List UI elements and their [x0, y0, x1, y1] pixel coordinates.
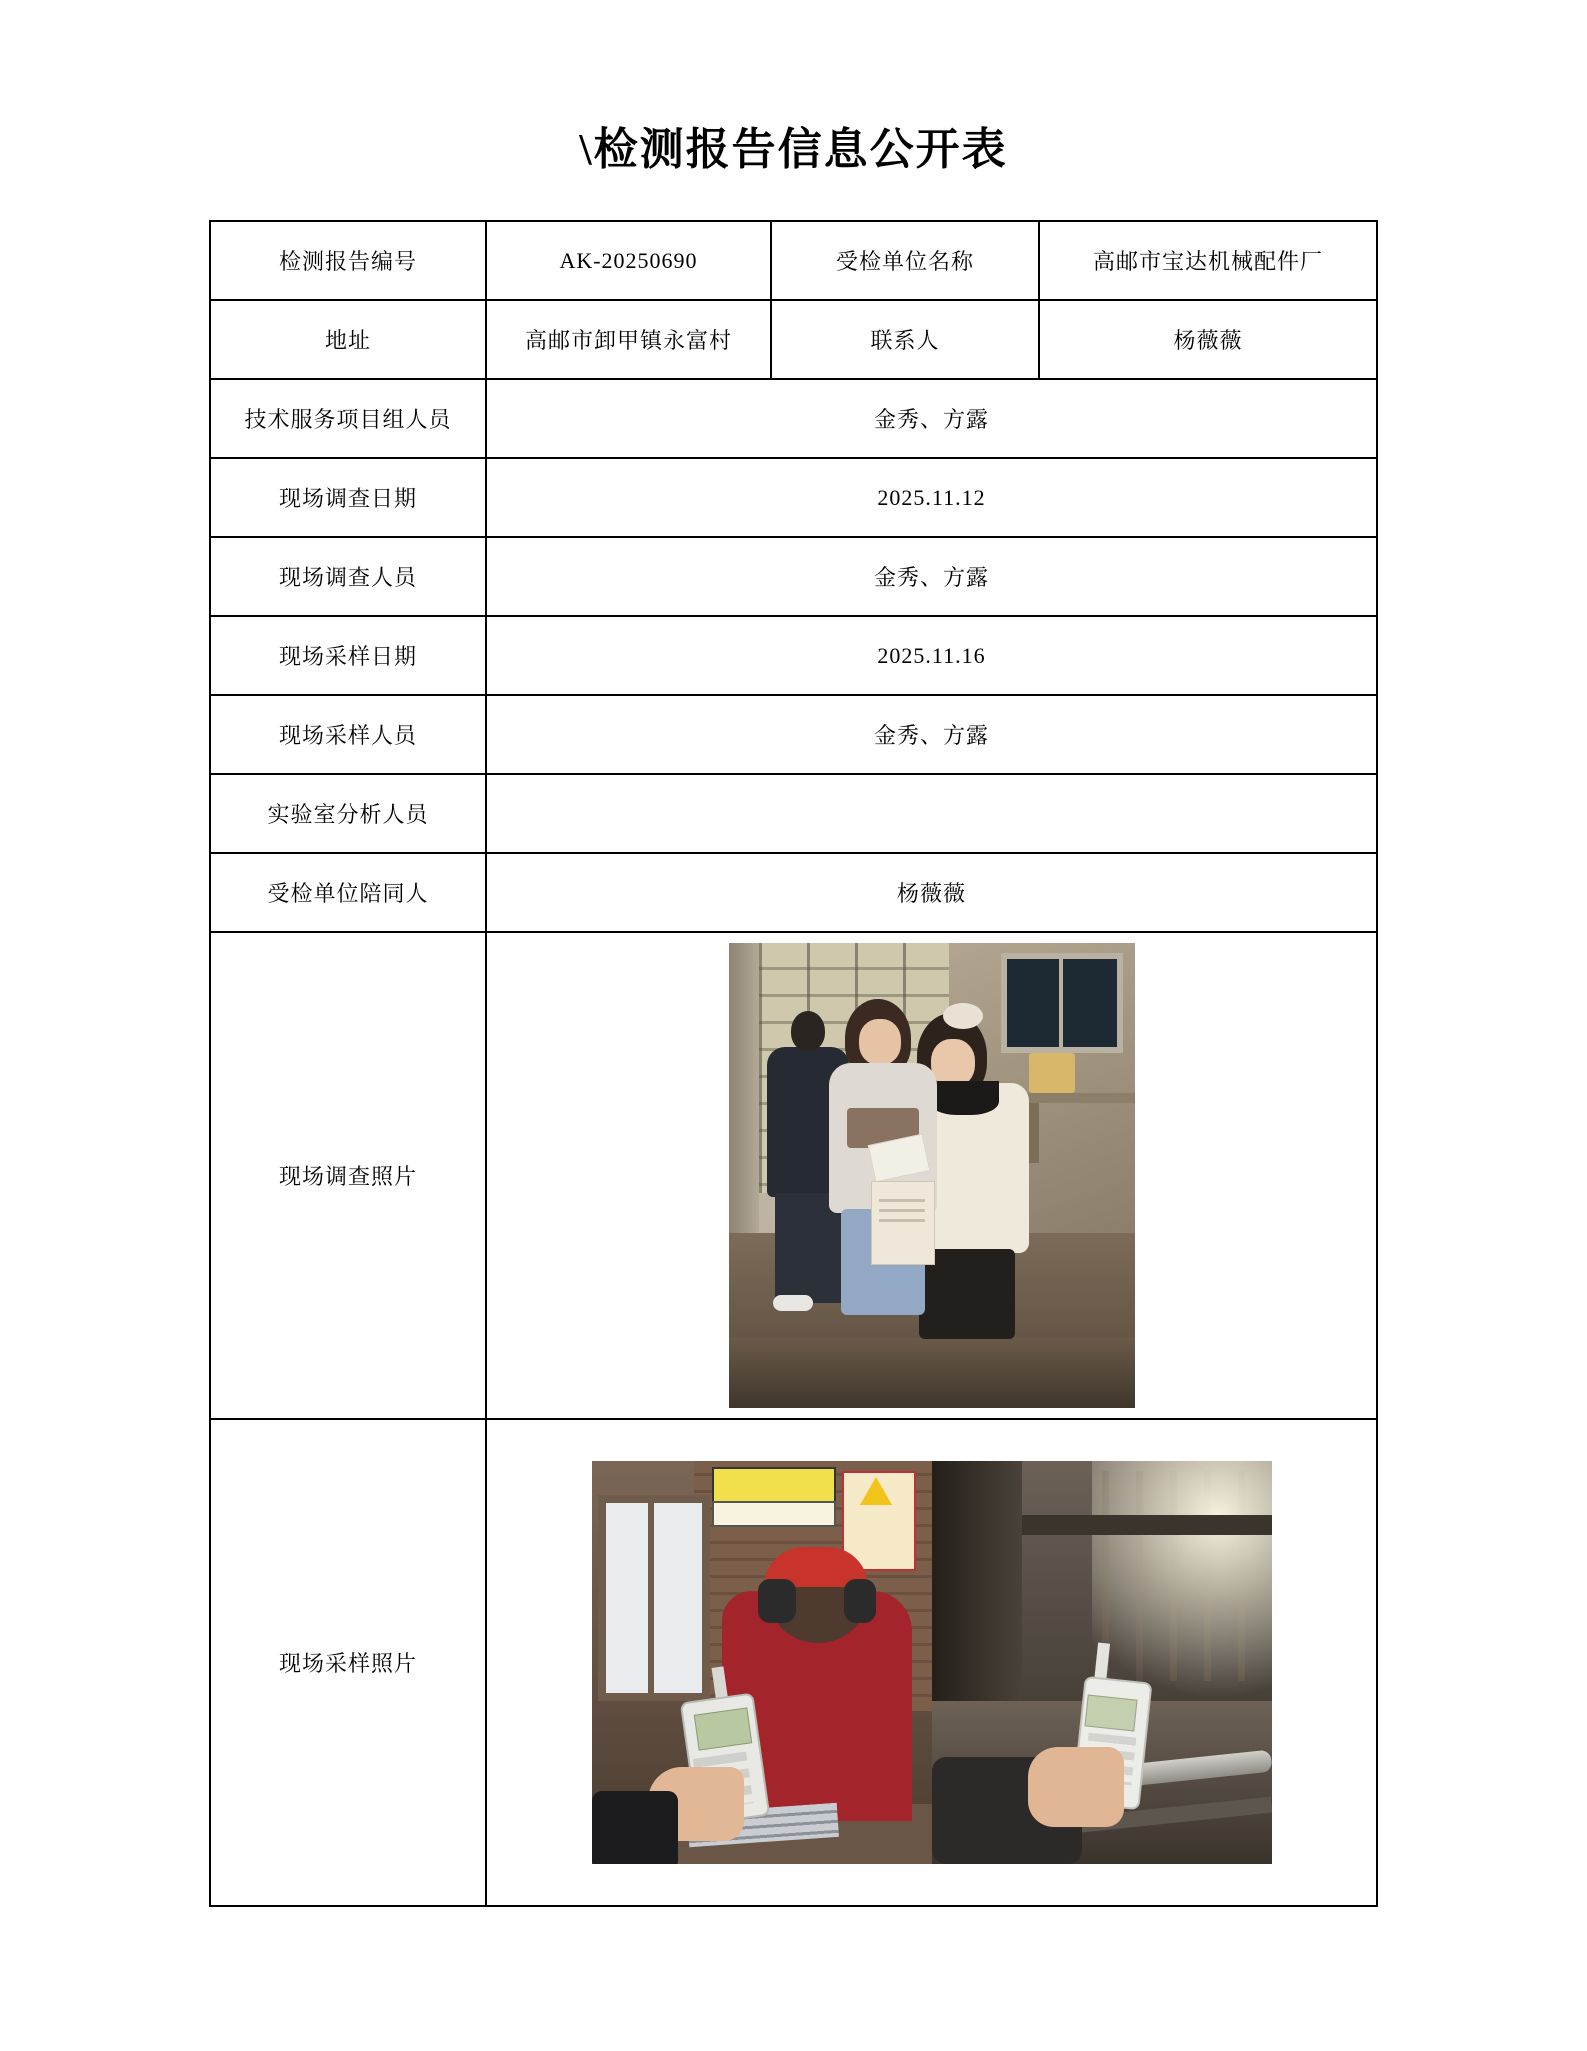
- report-info-table: [209, 220, 1378, 1907]
- table-row: [210, 774, 1377, 853]
- row-label-survey-photo: 现场调查照片: [210, 932, 486, 1419]
- row-label-accompanier: 受检单位陪同人: [210, 853, 486, 932]
- row-value-survey-staff: 金秀、方露: [486, 537, 1377, 616]
- row-value-survey-date: 2025.11.12: [486, 458, 1377, 537]
- table-row: [210, 379, 1377, 458]
- sampling-photo-right: [932, 1461, 1272, 1864]
- page-title: [0, 0, 1587, 174]
- row-label-contact: 联系人: [771, 300, 1039, 379]
- row-label-sampling-photo: 现场采样照片: [210, 1419, 486, 1906]
- row-value-lab-staff: [486, 774, 1377, 853]
- row-label-team: 技术服务项目组人员: [210, 379, 486, 458]
- row-value-contact: 杨薇薇: [1039, 300, 1377, 379]
- row-value-sampling-date: 2025.11.16: [486, 616, 1377, 695]
- row-value-accompanier: 杨薇薇: [486, 853, 1377, 932]
- photo-row-sampling: [210, 1419, 1377, 1906]
- row-value-report-no: AK-20250690: [486, 221, 771, 300]
- table-row: [210, 853, 1377, 932]
- sampling-photo-left: [592, 1461, 932, 1864]
- row-label-lab-staff: 实验室分析人员: [210, 774, 486, 853]
- row-label-sampling-staff: 现场采样人员: [210, 695, 486, 774]
- row-label-company: 受检单位名称: [771, 221, 1039, 300]
- row-value-team: 金秀、方露: [486, 379, 1377, 458]
- table-row: [210, 537, 1377, 616]
- sampling-photo-cell: [486, 1419, 1377, 1906]
- row-label-survey-date: 现场调查日期: [210, 458, 486, 537]
- table-row: [210, 695, 1377, 774]
- row-value-address: 高邮市卸甲镇永富村: [486, 300, 771, 379]
- row-label-address: 地址: [210, 300, 486, 379]
- row-label-survey-staff: 现场调查人员: [210, 537, 486, 616]
- table-row: [210, 300, 1377, 379]
- survey-photo-image: [729, 943, 1135, 1408]
- title-text: 检测报告信息公开表: [593, 125, 1008, 174]
- survey-photo-cell: [486, 932, 1377, 1419]
- title-prefix-mark: \: [579, 125, 594, 174]
- row-value-sampling-staff: 金秀、方露: [486, 695, 1377, 774]
- table-row: [210, 458, 1377, 537]
- table-row: [210, 221, 1377, 300]
- row-label-report-no: 检测报告编号: [210, 221, 486, 300]
- table-row: [210, 616, 1377, 695]
- row-label-sampling-date: 现场采样日期: [210, 616, 486, 695]
- row-value-company: 高邮市宝达机械配件厂: [1039, 221, 1377, 300]
- photo-row-survey: [210, 932, 1377, 1419]
